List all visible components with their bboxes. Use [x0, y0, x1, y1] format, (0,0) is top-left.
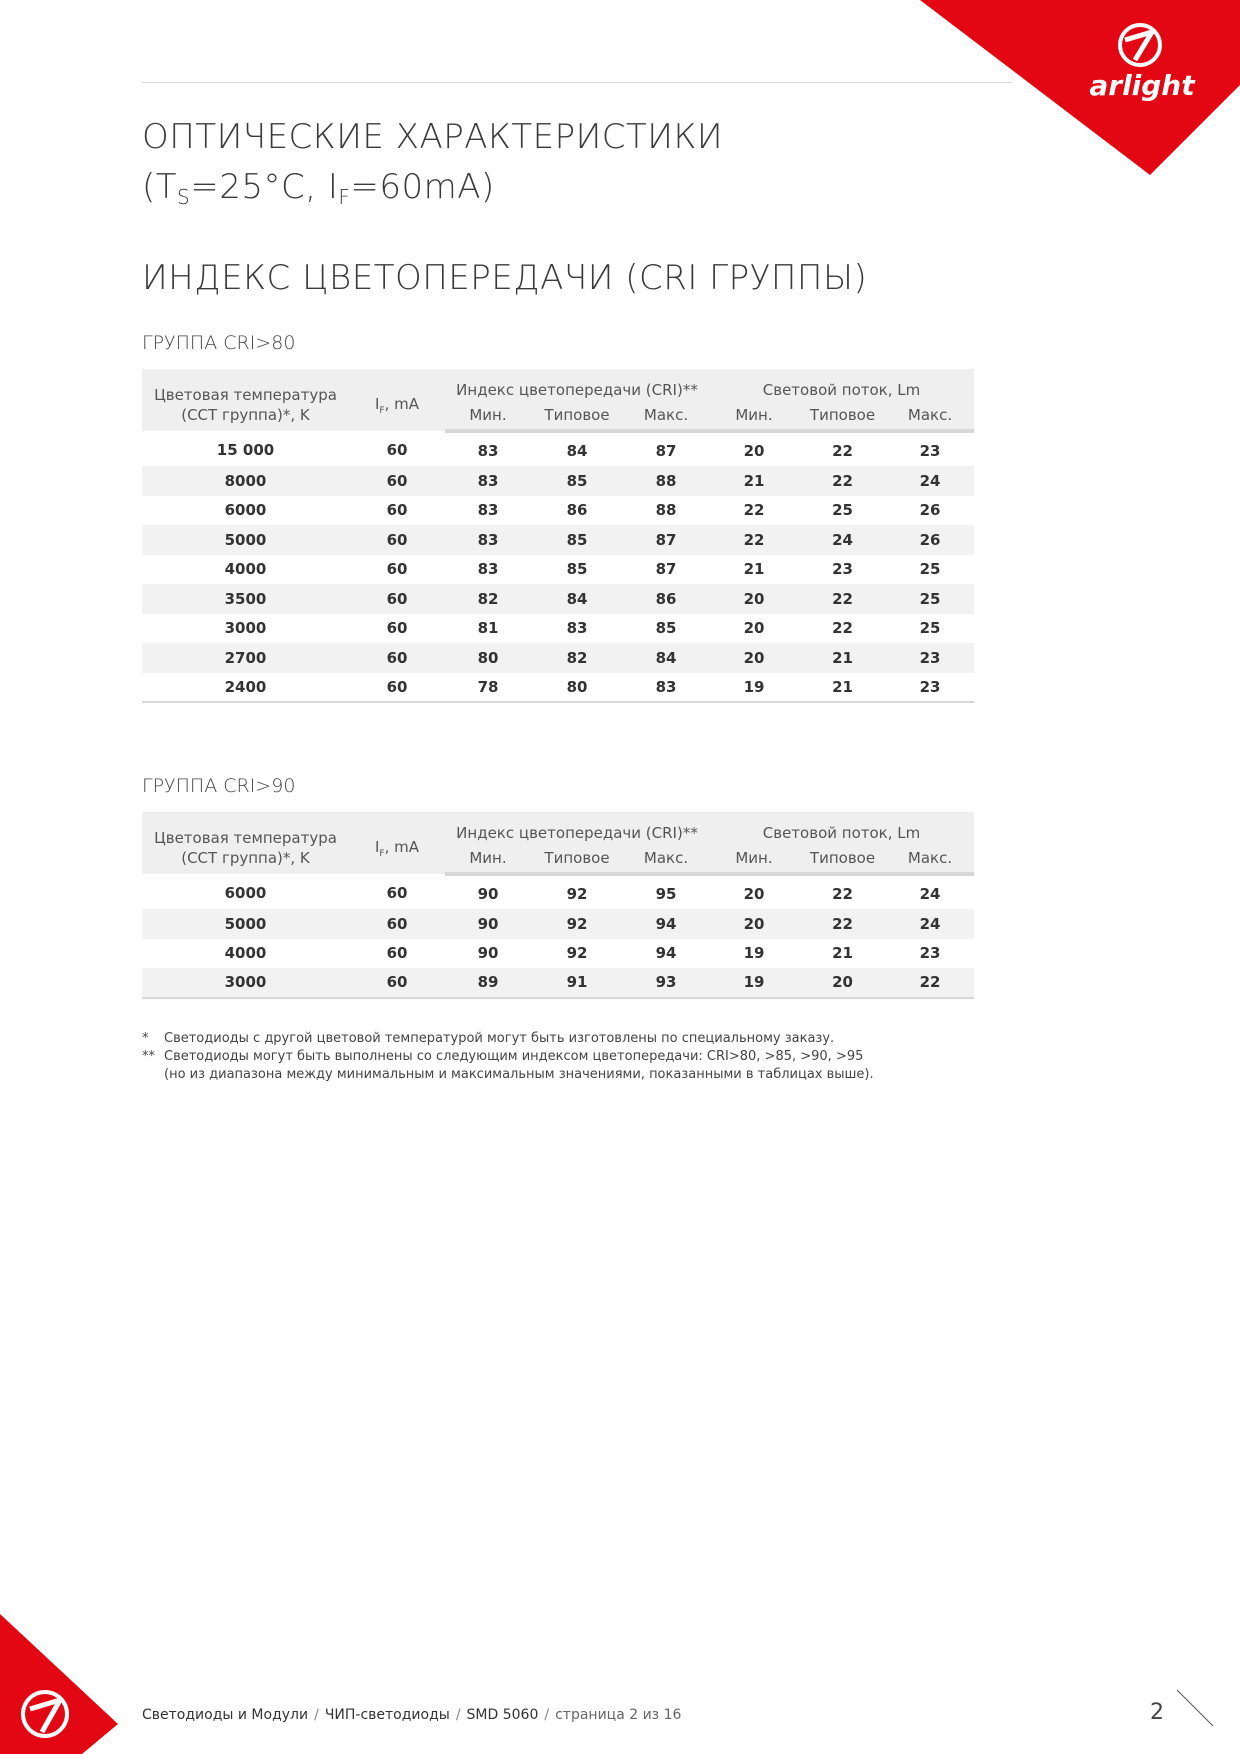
header-cri-max: Макс. — [623, 401, 709, 431]
table-row — [142, 466, 974, 496]
top-divider — [142, 82, 1012, 83]
table-row — [142, 496, 974, 526]
table-cell: 88 — [655, 501, 677, 520]
table-cell: 22 — [832, 441, 853, 460]
header-cri-typ: Типовое — [531, 401, 623, 431]
test-conditions: ($T_S=25^\circ C$, $I_F=60mA$) — [142, 167, 495, 209]
table-row — [142, 909, 974, 939]
table-row — [142, 643, 974, 673]
table-cell: 26 — [919, 501, 941, 520]
table-row — [142, 431, 974, 466]
table-cell: 5000 — [142, 525, 349, 555]
table-cell: 22 — [886, 968, 974, 998]
section-title: ИНДЕКС ЦВЕТОПЕРЕДАЧИ (CRI ГРУППЫ) — [142, 258, 868, 298]
breadcrumb: Светодиоды и Модули / ЧИП-светодиоды / SMD 5060 / страница 2 из 16 — [142, 1707, 682, 1723]
table-cell: 15 000 — [216, 440, 275, 459]
table-cell: 83 — [623, 673, 709, 703]
table-cell: 87 — [623, 525, 709, 555]
table-cell: 84 — [531, 584, 623, 614]
table-cell: 22 — [832, 619, 853, 638]
table-cell: 2700 — [142, 643, 349, 673]
table-cell: 92 — [531, 909, 623, 939]
header-cri-min: Мин. — [445, 844, 531, 874]
cri90-table — [142, 812, 974, 999]
table-cell: 87 — [655, 560, 677, 579]
table-cell: 3500 — [142, 584, 349, 614]
table-cell: 5000 — [142, 909, 349, 939]
table-cell: 3000 — [224, 619, 267, 638]
table-cell: 92 — [566, 884, 588, 903]
table-cell: 92 — [566, 944, 588, 963]
table-cell: 78 — [445, 673, 531, 703]
table-cell: 22 — [799, 584, 886, 614]
table-cell: 19 — [743, 944, 765, 963]
table-row — [142, 555, 974, 585]
table-cell: 80 — [531, 673, 623, 703]
table-cell: 87 — [655, 441, 677, 460]
table-cell: 60 — [349, 584, 445, 614]
table-cell: 21 — [799, 673, 886, 703]
table-cell: 8000 — [142, 466, 349, 496]
table-cell: 82 — [445, 584, 531, 614]
table-cell: 85 — [655, 619, 677, 638]
table-cell: 60 — [349, 643, 445, 673]
breadcrumb-item[interactable]: SMD 5060 — [466, 1707, 539, 1723]
table-cell: 60 — [386, 440, 408, 459]
table-cell: 23 — [832, 560, 853, 579]
header-cri: Индекс цветопередачи (CRI)** — [445, 369, 709, 401]
table-cell: 23 — [886, 673, 974, 703]
table-cell: 21 — [743, 560, 765, 579]
header-cri: Индекс цветопередачи (CRI)** — [445, 812, 709, 844]
breadcrumb-item[interactable]: ЧИП-светодиоды — [324, 1707, 450, 1723]
table-cell: 24 — [886, 909, 974, 939]
table-cell: 82 — [531, 643, 623, 673]
table-row — [142, 874, 974, 909]
table-cell: 60 — [349, 909, 445, 939]
table-cell: 60 — [386, 560, 408, 579]
table-cell: 60 — [349, 525, 445, 555]
table-cell: 20 — [743, 619, 765, 638]
table-cell: 60 — [386, 944, 408, 963]
table-cell: 90 — [445, 909, 531, 939]
table-cell: 21 — [709, 466, 799, 496]
table-cell: 94 — [655, 944, 677, 963]
table-cell: 23 — [919, 441, 941, 460]
table-cell: 83 — [445, 466, 531, 496]
page-number: 2 — [1150, 1700, 1164, 1725]
table-cell: 85 — [531, 466, 623, 496]
footnote: (но из диапазона между минимальным и максимальным значениями, показанными в таблицах выше). — [164, 1067, 874, 1082]
table-cell: 94 — [623, 909, 709, 939]
brand-corner-icon — [0, 1614, 120, 1754]
table-cell: 91 — [531, 968, 623, 998]
table-cell: 26 — [886, 525, 974, 555]
table-cell: 83 — [445, 525, 531, 555]
group-cri90-title: ГРУППА CRI>90 — [142, 775, 296, 797]
header-cri-max: Макс. — [623, 844, 709, 874]
group-cri80-title: ГРУППА CRI>80 — [142, 332, 296, 354]
table-cell: 20 — [743, 884, 765, 903]
header-if: $I_F$, mA — [349, 812, 445, 874]
header-flux-min: Мин. — [709, 844, 799, 874]
table-cell: 24 — [886, 466, 974, 496]
header-if: $I_F$, mA — [349, 369, 445, 431]
header-cct: Цветовая температура (CCT группа)*, K — [142, 369, 349, 431]
table-cell: 25 — [919, 619, 941, 638]
table-cell: 60 — [386, 501, 408, 520]
table-cell: 90 — [477, 884, 499, 903]
table-cell: 20 — [709, 909, 799, 939]
table-cell: 60 — [386, 619, 408, 638]
footnote: ** Светодиоды могут быть выполнены со следующим индексом цветопередачи: CRI>80, >85, >90, >95 — [142, 1049, 864, 1064]
table-cell: 3000 — [142, 968, 349, 998]
table-cell: 80 — [445, 643, 531, 673]
table-cell: 20 — [799, 968, 886, 998]
table-cell: 60 — [349, 466, 445, 496]
table-cell: 4000 — [224, 560, 267, 579]
table-cell: 60 — [349, 968, 445, 998]
table-cell: 86 — [623, 584, 709, 614]
header-cri-typ: Типовое — [531, 844, 623, 874]
table-cell: 24 — [919, 884, 941, 903]
header-flux-typ: Типовое — [799, 844, 886, 874]
footnotes — [142, 1030, 874, 1084]
table-cell: 25 — [886, 584, 974, 614]
table-cell: 83 — [477, 441, 499, 460]
table-cell: 22 — [709, 525, 799, 555]
arlight-logo — [920, 0, 1240, 175]
table-cell: 85 — [531, 525, 623, 555]
table-cell: 84 — [623, 643, 709, 673]
table-cell: 19 — [709, 968, 799, 998]
cri80-table — [142, 369, 974, 703]
table-row — [142, 525, 974, 555]
table-cell: 60 — [349, 673, 445, 703]
table-cell: 6000 — [224, 883, 267, 902]
table-cell: 19 — [709, 673, 799, 703]
table-cell: 84 — [566, 441, 588, 460]
table-cell: 85 — [566, 560, 588, 579]
page-title-line1: ОПТИЧЕСКИЕ ХАРАКТЕРИСТИКИ — [142, 117, 724, 157]
table-cell: 60 — [386, 883, 408, 902]
table-cell: 81 — [477, 619, 499, 638]
header-flux: Световой поток, Lm — [709, 369, 974, 401]
table-cell: 83 — [477, 501, 499, 520]
table-cell: 25 — [832, 501, 853, 520]
header-flux-max: Макс. — [886, 401, 974, 431]
table-cell: 83 — [477, 560, 499, 579]
footnote: * Светодиоды с другой цветовой температурой могут быть изготовлены по специальному заказу. — [142, 1031, 835, 1046]
table-cell: 88 — [623, 466, 709, 496]
table-cell: 90 — [477, 944, 499, 963]
table-row — [142, 939, 974, 969]
table-cell: 95 — [655, 884, 677, 903]
table-cell: 23 — [886, 643, 974, 673]
table-cell: 25 — [919, 560, 941, 579]
page-title — [142, 112, 723, 222]
header-cri-min: Мин. — [445, 401, 531, 431]
table-cell: 22 — [799, 466, 886, 496]
table-cell: 2400 — [142, 673, 349, 703]
corner-slash-icon — [1175, 1688, 1215, 1728]
table-cell: 23 — [919, 944, 941, 963]
header-cct: Цветовая температура (CCT группа)*, K — [142, 812, 349, 874]
table-cell: 20 — [709, 643, 799, 673]
table-cell: 20 — [743, 441, 765, 460]
header-flux: Световой поток, Lm — [709, 812, 974, 844]
table-cell: 21 — [799, 643, 886, 673]
table-row — [142, 673, 974, 703]
table-cell: 89 — [445, 968, 531, 998]
table-cell: 22 — [743, 501, 765, 520]
table-cell: 22 — [799, 909, 886, 939]
table-cell: 24 — [799, 525, 886, 555]
table-cell: 21 — [832, 944, 853, 963]
breadcrumb-item[interactable]: Светодиоды и Модули — [142, 1707, 309, 1723]
table-cell: 86 — [566, 501, 588, 520]
table-row — [142, 584, 974, 614]
table-cell: 20 — [709, 584, 799, 614]
table-cell: 93 — [623, 968, 709, 998]
page-indicator: страница 2 из 16 — [555, 1707, 682, 1723]
table-cell: 22 — [832, 884, 853, 903]
table-cell: 4000 — [224, 944, 267, 963]
table-cell: 6000 — [224, 501, 267, 520]
svg-text:arlight: arlight — [1089, 69, 1195, 102]
header-flux-max: Макс. — [886, 844, 974, 874]
header-flux-min: Мин. — [709, 401, 799, 431]
table-row — [142, 968, 974, 998]
header-flux-typ: Типовое — [799, 401, 886, 431]
table-cell: 83 — [566, 619, 588, 638]
table-row — [142, 614, 974, 644]
